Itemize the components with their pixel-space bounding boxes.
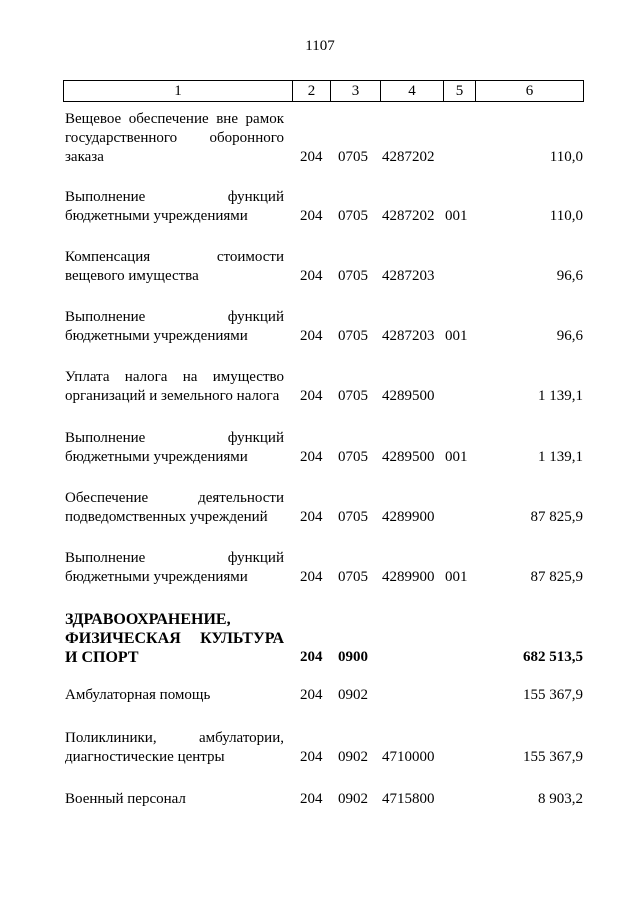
row-code-3: 0902 [338,687,368,703]
table-header [63,80,584,102]
row-amount: 155 367,9 [523,687,583,703]
row-code-4: 4710000 [382,749,435,765]
header-col-3: 3 [331,81,381,101]
row-code-3: 0705 [338,388,368,404]
row-code-5: 001 [445,208,468,224]
header-col-1: 1 [64,81,293,101]
row-code-2: 204 [300,687,323,703]
row-name: Выполнение функций бюджетными учреждениями [65,189,284,224]
row-amount: 96,6 [556,328,583,344]
row-code-4: 4287203 [382,328,435,344]
header-col-2: 2 [293,81,331,101]
row-code-2: 204 [300,149,323,165]
row-amount: 682 513,5 [523,649,583,665]
row-code-3: 0900 [338,649,368,665]
row-amount: 1 139,1 [538,449,583,465]
row-code-3: 0705 [338,208,368,224]
row-code-3: 0705 [338,569,368,585]
row-code-3: 0902 [338,749,368,765]
row-name: Военный персонал [65,791,186,807]
row-code-4: 4287203 [382,268,435,284]
header-col-4: 4 [381,81,444,101]
row-code-5: 001 [445,569,468,585]
row-amount: 155 367,9 [523,749,583,765]
row-amount: 1 139,1 [538,388,583,404]
row-amount: 110,0 [549,149,583,165]
row-code-4: 4289900 [382,569,435,585]
row-name: Компенсация стоимости вещевого имущества [65,249,284,284]
row-name: Вещевое обеспечение вне рамок государственного оборонного заказа [65,111,284,165]
row-amount: 87 825,9 [530,509,583,525]
row-code-5: 001 [445,328,468,344]
row-code-2: 204 [300,569,323,585]
row-code-2: 204 [300,328,323,344]
row-code-5: 001 [445,449,468,465]
row-code-3: 0902 [338,791,368,807]
row-code-3: 0705 [338,328,368,344]
row-name: Выполнение функций бюджетными учреждениями [65,550,284,585]
row-name: Выполнение функций бюджетными учреждениями [65,430,284,465]
row-code-2: 204 [300,509,323,525]
row-code-3: 0705 [338,509,368,525]
row-code-4: 4715800 [382,791,435,807]
section-title: ЗДРАВООХРАНЕНИЕ, ФИЗИЧЕСКАЯ КУЛЬТУРА И СПОРТ [65,611,284,666]
header-col-6: 6 [525,83,534,99]
row-code-4: 4287202 [382,149,435,165]
header-col-5: 5 [444,81,476,101]
row-code-2: 204 [300,749,323,765]
row-code-4: 4289500 [382,449,435,465]
row-name: Уплата налога на имущество организаций и земельного налога [65,369,284,404]
row-code-2: 204 [300,649,323,665]
row-code-3: 0705 [338,268,368,284]
row-amount: 87 825,9 [530,569,583,585]
row-code-3: 0705 [338,449,368,465]
row-name: Амбулаторная помощь [65,687,211,703]
row-code-2: 204 [300,388,323,404]
row-name: Обеспечение деятельности подведомственных учреждений [65,490,284,525]
row-code-4: 4289500 [382,388,435,404]
row-code-3: 0705 [338,149,368,165]
row-code-4: 4289900 [382,509,435,525]
row-code-2: 204 [300,791,323,807]
row-amount: 110,0 [549,208,583,224]
row-amount: 96,6 [556,268,583,284]
row-code-2: 204 [300,449,323,465]
row-code-2: 204 [300,268,323,284]
row-name: Выполнение функций бюджетными учреждениями [65,309,284,344]
page-number: 1107 [305,38,335,54]
row-amount: 8 903,2 [538,791,583,807]
row-code-4: 4287202 [382,208,435,224]
row-name: Поликлиники, амбулатории, диагностические центры [65,730,284,765]
row-code-2: 204 [300,208,323,224]
